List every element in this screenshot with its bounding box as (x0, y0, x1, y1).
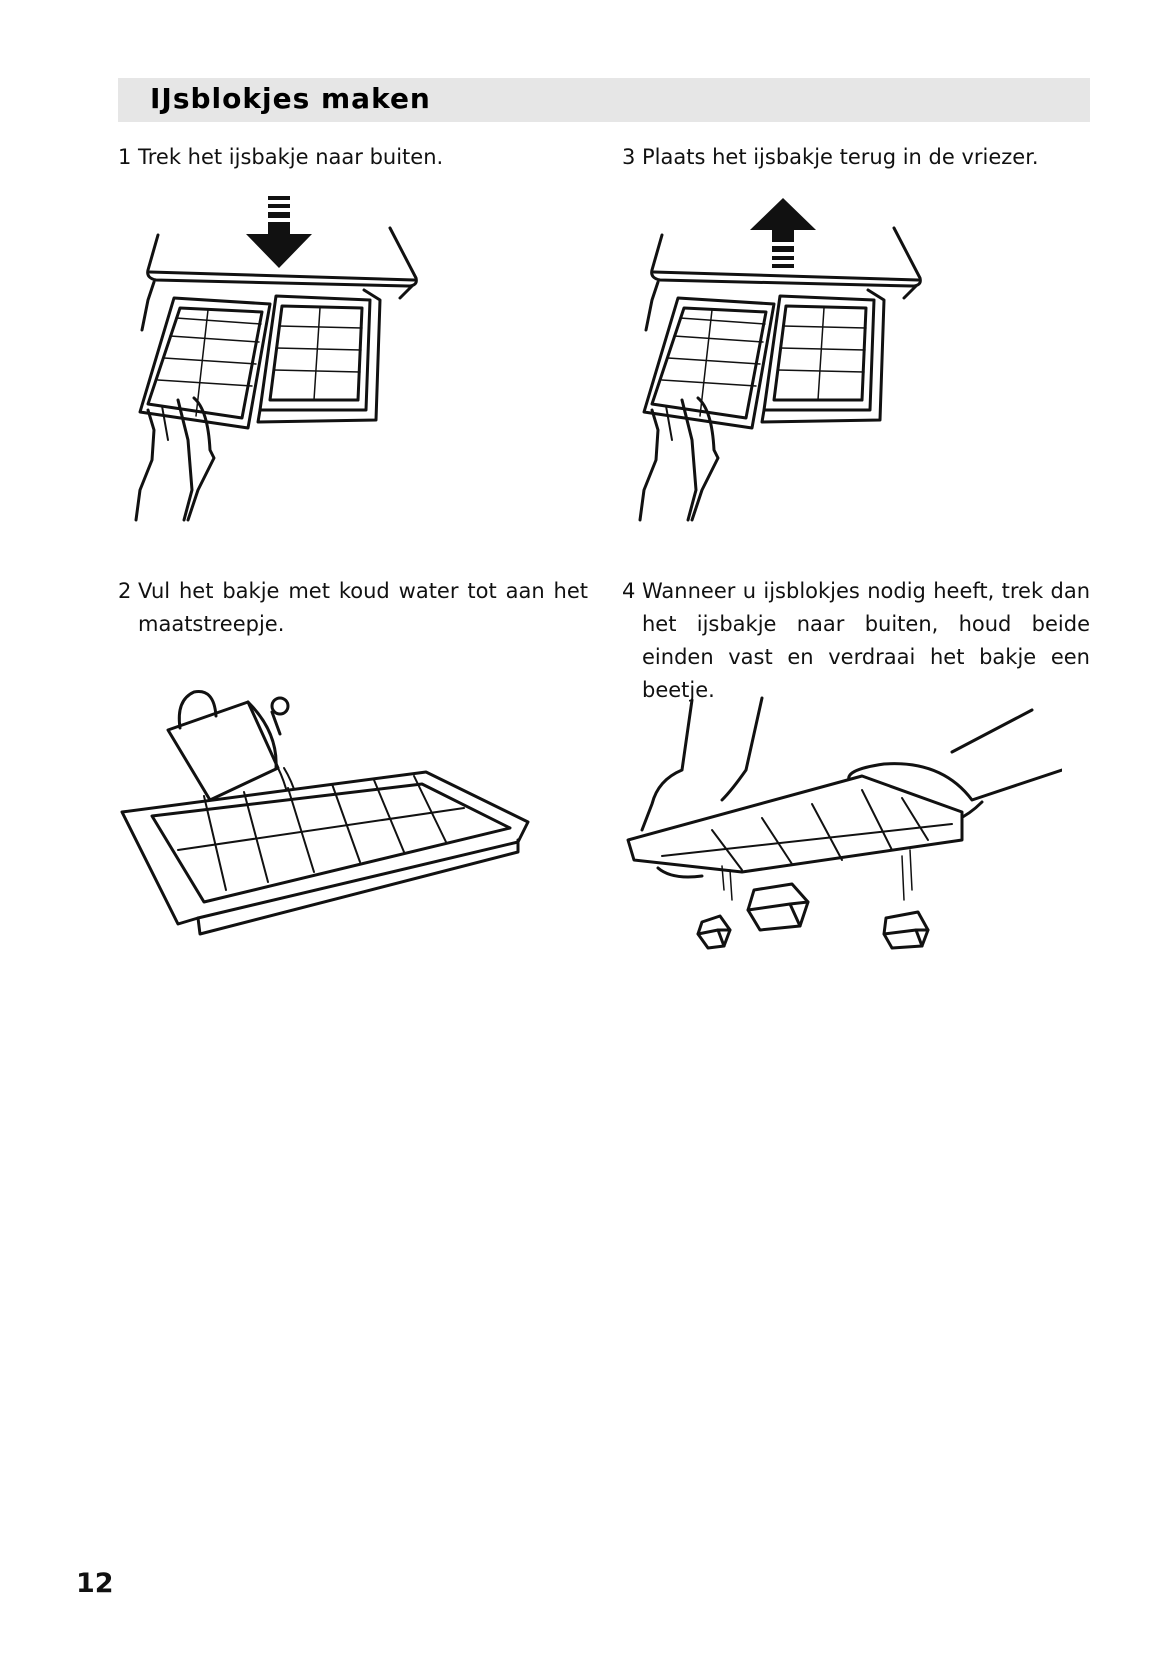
step-number: 1 (118, 145, 132, 169)
jug-icon (168, 692, 288, 801)
section-title: IJsblokjes maken (150, 82, 431, 115)
step-3 (622, 141, 1090, 174)
illustration-return-tray (622, 190, 922, 550)
illustration-twist-tray (622, 690, 1062, 960)
step-text: Wanneer u ijsblokjes nodig heeft, trek dan het ijsbakje naar buiten, houd beide einden vast en verdraai het bakje een beetje. (642, 579, 1090, 702)
step-number: 4 (622, 579, 636, 603)
page-number: 12 (76, 1568, 114, 1599)
section-header (118, 78, 1090, 122)
step-number: 2 (118, 579, 132, 603)
step-text: Plaats het ijsbakje terug in de vriezer. (642, 145, 1039, 169)
ice-cube-icon (748, 884, 808, 930)
ice-cube-icon (698, 916, 730, 948)
step-4 (622, 575, 1090, 707)
step-1 (118, 141, 588, 174)
illustration-fill-tray (118, 672, 538, 962)
step-2 (118, 575, 588, 641)
ice-cube-icon (884, 912, 928, 948)
step-number: 3 (622, 145, 636, 169)
step-text: Vul het bakje met koud water tot aan het maatstreepje. (138, 579, 588, 636)
arrow-up-icon (750, 198, 816, 268)
illustration-pull-tray (118, 190, 418, 550)
arrow-down-icon (246, 196, 312, 268)
step-text: Trek het ijsbakje naar buiten. (138, 145, 444, 169)
